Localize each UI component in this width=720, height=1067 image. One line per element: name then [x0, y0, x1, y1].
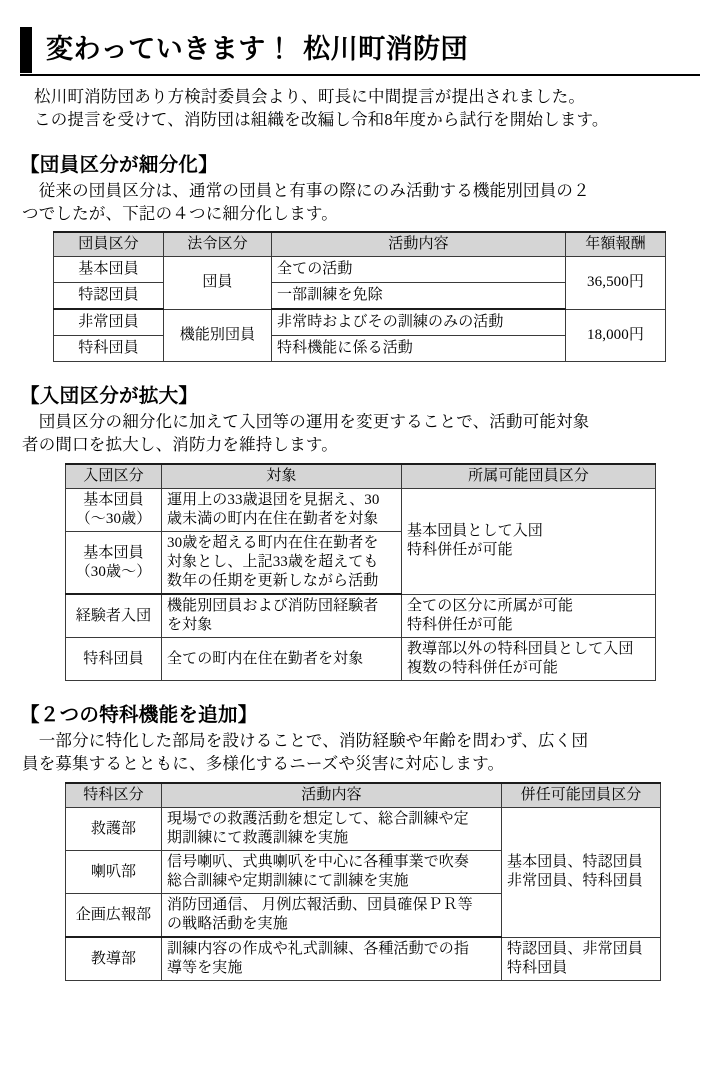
lead-line-1: 松川町消防団あり方検討委員会より、町長に中間提言が提出されました。: [34, 87, 586, 106]
column-header-activity: 活動内容: [162, 783, 502, 808]
column-header-entry-class: 入団区分: [66, 464, 162, 489]
section-body-line-1: 団員区分の細分化に加えて入団等の運用を変更することで、活動可能対象: [22, 412, 590, 431]
cell-entry-class: 経験者入団: [66, 594, 162, 638]
cell-activity: 信号喇叭、式典喇叭を中心に各種事業で吹奏 総合訓練や定期訓練にて訓練を実施: [162, 851, 502, 894]
table-header-row: [66, 464, 656, 489]
section-body-line-1: 一部分に特化した部局を設けることで、消防経験や年齢を問わず、広く団: [22, 731, 589, 750]
column-header-target: 対象: [162, 464, 402, 489]
cell-special-unit: 企画広報部: [66, 894, 162, 938]
document-header: [20, 27, 700, 76]
cell-member-class: 非常団員: [54, 309, 164, 336]
title-divider: [20, 74, 700, 76]
column-header-eligible-classes: 併任可能団員区分: [502, 783, 661, 808]
section-heading: 【２つの特科機能を追加】: [20, 703, 258, 726]
cell-entry-class: 基本団員 （～30歳）: [66, 489, 162, 532]
column-header-law-class: 法令区分: [164, 232, 272, 257]
table-row: [66, 489, 656, 532]
page-title: 変わっていきます！ 松川町消防団: [46, 34, 469, 65]
cell-activity: 特科機能に係る活動: [272, 336, 566, 362]
section-body: [22, 729, 698, 775]
table-row: [66, 594, 656, 638]
cell-member-class: 基本団員: [54, 257, 164, 283]
cell-target: 30歳を超える町内在住在勤者を 対象とし、上記33歳を超えても 数年の任期を更新しながら活動: [162, 532, 402, 595]
section-entry-classes: [0, 380, 720, 681]
cell-activity: 訓練内容の作成や礼式訓練、各種活動での指 導等を実施: [162, 937, 502, 981]
cell-annual-pay: 36,500円: [566, 257, 666, 310]
cell-eligible-classes: 特認団員、非常団員 特科団員: [502, 937, 661, 981]
cell-activity: 非常時およびその訓練のみの活動: [272, 309, 566, 336]
cell-entry-class: 特科団員: [66, 638, 162, 681]
column-header-affiliation: 所属可能団員区分: [402, 464, 656, 489]
cell-annual-pay: 18,000円: [566, 309, 666, 362]
column-header-activity: 活動内容: [272, 232, 566, 257]
cell-law-class: 機能別団員: [164, 309, 272, 362]
cell-target: 運用上の33歳退団を見据え、30 歳未満の町内在住在勤者を対象: [162, 489, 402, 532]
cell-member-class: 特科団員: [54, 336, 164, 362]
title-accent-bar: [20, 27, 32, 73]
cell-entry-class: 基本団員 （30歳～）: [66, 532, 162, 595]
document-page: [0, 27, 720, 1067]
member-classes-table: [53, 231, 666, 362]
section-body-line-2: 者の間口を拡大し、消防力を維持します。: [22, 435, 338, 454]
column-header-member-class: 団員区分: [54, 232, 164, 257]
cell-law-class: 団員: [164, 257, 272, 310]
section-member-classes: [0, 149, 720, 362]
section-special-units: [0, 699, 720, 981]
cell-affiliation: 教導部以外の特科団員として入団 複数の特科併任が可能: [402, 638, 656, 681]
cell-activity: 全ての活動: [272, 257, 566, 283]
cell-activity: 消防団通信、 月例広報活動、団員確保ＰＲ等 の戦略活動を実施: [162, 894, 502, 938]
section-heading: 【入団区分が拡大】: [20, 384, 199, 407]
cell-member-class: 特認団員: [54, 283, 164, 310]
section-body: [22, 179, 698, 225]
cell-affiliation: 基本団員として入団 特科併任が可能: [402, 489, 656, 595]
column-header-annual-pay: 年額報酬: [566, 232, 666, 257]
table-row: [66, 638, 656, 681]
section-body: [22, 410, 698, 456]
table-row: [54, 257, 666, 283]
lead-paragraph: [34, 85, 686, 131]
cell-eligible-classes: 基本団員、特認団員 非常団員、特科団員: [502, 808, 661, 938]
section-body-line-1: 従来の団員区分は、通常の団員と有事の際にのみ活動する機能別団員の２: [22, 181, 590, 200]
cell-special-unit: 喇叭部: [66, 851, 162, 894]
special-units-table: [65, 782, 661, 981]
cell-special-unit: 教導部: [66, 937, 162, 981]
section-body-line-2: 員を募集するとともに、多様化するニーズや災害に対応します。: [22, 754, 505, 773]
section-heading: 【団員区分が細分化】: [20, 153, 219, 176]
cell-affiliation: 全ての区分に所属が可能 特科併任が可能: [402, 594, 656, 638]
section-body-line-2: つでしたが、下記の４つに細分化します。: [22, 204, 338, 223]
column-header-special-class: 特科区分: [66, 783, 162, 808]
cell-target: 全ての町内在住在勤者を対象: [162, 638, 402, 681]
cell-activity: 現場での救護活動を想定して、総合訓練や定 期訓練にて救護訓練を実施: [162, 808, 502, 851]
cell-special-unit: 救護部: [66, 808, 162, 851]
cell-activity: 一部訓練を免除: [272, 283, 566, 310]
cell-target: 機能別団員および消防団経験者 を対象: [162, 594, 402, 638]
table-row: [54, 309, 666, 336]
table-row: [66, 937, 661, 981]
entry-classes-table: [65, 463, 656, 681]
table-header-row: [66, 783, 661, 808]
table-header-row: [54, 232, 666, 257]
table-row: [66, 808, 661, 851]
lead-line-2: この提言を受けて、消防団は組織を改編し令和8年度から試行を開始します。: [34, 110, 609, 129]
title-row: [20, 27, 700, 73]
